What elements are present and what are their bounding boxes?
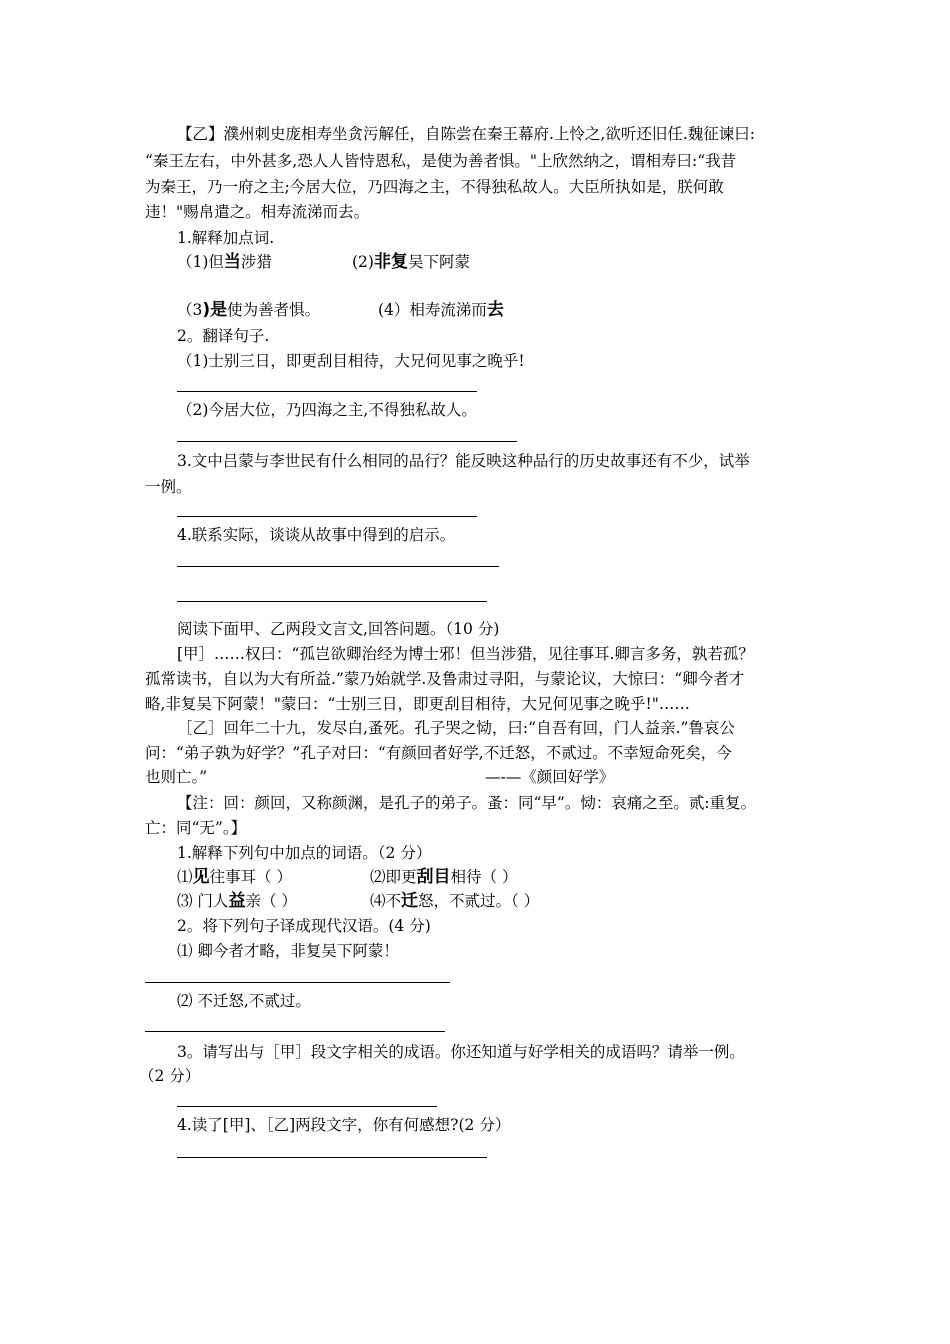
s1-q3-line-2: 一例。 [145, 478, 192, 496]
answer-line[interactable] [177, 1157, 487, 1158]
s1-q3-line-1: 3.文中吕蒙与李世民有什么相同的品行？能反映这种品行的历史故事还有不少，试举 [177, 452, 750, 470]
s2-q2-sentence-2: ⑵ 不迁怒,不贰过。 [177, 992, 311, 1010]
s2-q1-item-2: ⑵即更刮目相待（ ） [370, 867, 518, 887]
s2-q1-prompt: 1.解释下列句中加点的词语。（2 分） [177, 844, 432, 862]
s2-q4-prompt: 4.读了[甲]、［乙]两段文字，你有何感想?(2 分） [177, 1116, 511, 1134]
note-line-1: 【注：回：颜回，又称颜渊，是孔子的弟子。蚤：同“早”。恸：哀痛之至。贰:重复。 [177, 794, 757, 812]
s1-q1-item-2: (2)非复吴下阿蒙 [352, 252, 470, 272]
answer-line[interactable] [177, 566, 499, 567]
yi2-passage-line-3: 也则亡。” [145, 768, 208, 786]
yi-passage-line-3: 为秦王，乃一府之主;今居大位，乃四海之主，不得独私故人。大臣所执如是，朕何敢 [145, 178, 724, 196]
jia-passage-line-2: 孤常读书，自以为大有所益.”蒙乃始就学.及鲁肃过寻阳，与蒙论议，大惊曰：“卿今者才 [145, 670, 745, 688]
s2-q2-prompt: 2。将下列句子译成现代汉语。(4 分) [177, 917, 431, 935]
dotted-word: 当 [223, 252, 241, 272]
s1-q1-prompt: 1.解释加点词. [177, 229, 275, 247]
s1-q2-sentence-2: （2)今居大位，乃四海之主,不得独私故人。 [177, 401, 477, 419]
s1-q1-item-1: （1)但当涉猎 [177, 252, 272, 272]
source-attribution: —-—《颜回好学》 [485, 768, 615, 786]
answer-line[interactable] [177, 441, 517, 442]
yi2-passage-line-1: ［乙］回年二十九，发尽白,蚤死。孔子哭之恸，曰:“自吾有回，门人益亲.”鲁哀公 [177, 719, 735, 737]
s1-q2-sentence-1: （1)士别三日，即更刮目相待，大兄何见事之晚乎! [177, 352, 525, 370]
s2-q1-item-1: ⑴见往事耳（ ） [177, 867, 292, 887]
s2-q3-line-2: （2 分） [139, 1067, 201, 1085]
s2-q1-item-3: ⑶ 门人益亲（ ） [177, 891, 297, 911]
answer-line[interactable] [177, 601, 487, 602]
s1-q1-item-4: (4）相寿流涕而去 [378, 300, 504, 320]
jia-passage-line-1: [甲］……权曰：“孤岂欲卿治经为博士邪！但当涉猎，见往事耳.卿言多务，孰若孤？ [177, 645, 754, 663]
s2-q3-line-1: 3。请写出与［甲］段文字相关的成语。你还知道与好学相关的成语吗？请举一例。 [177, 1043, 745, 1061]
s1-q4-prompt: 4.联系实际，谈谈从故事中得到的启示。 [177, 526, 456, 544]
dotted-word: 见 [192, 867, 210, 887]
s2-q2-sentence-1: ⑴ 卿今者才略，非复吴下阿蒙！ [177, 942, 399, 960]
note-line-2: 亡：同“无”。】 [145, 819, 247, 837]
dotted-word: 非复 [373, 252, 408, 272]
dotted-word: )是 [202, 300, 228, 320]
s1-q2-prompt: 2。翻译句子. [177, 327, 270, 345]
dotted-word: 去 [486, 300, 504, 320]
yi-passage-line-1: 【乙】濮州刺史庞相寿坐贪污解任，自陈尝在秦王幕府.上怜之,欲听还旧任.魏征谏曰: [177, 125, 756, 143]
yi-passage-line-4: 违！"赐帛遣之。相寿流涕而去。 [145, 203, 370, 221]
s1-q1-item-3: （3)是使为善者惧。 [177, 300, 321, 320]
s2-q1-item-4: ⑷不迁怒，不贰过。（ ） [370, 891, 540, 911]
yi2-passage-line-2: 问：“弟子孰为好学？”孔子对曰：“有颜回者好学,不迁怒，不贰过。不幸短命死矣，今 [145, 744, 732, 762]
answer-line[interactable] [145, 982, 450, 983]
s2-intro: 阅读下面甲、乙两段文言文,回答问题。（10 分) [177, 620, 500, 638]
dotted-word: 益 [228, 891, 246, 911]
dotted-word: 迁 [401, 891, 419, 911]
dotted-word: 刮目 [416, 867, 451, 887]
answer-line[interactable] [177, 516, 477, 517]
answer-line[interactable] [145, 1031, 445, 1032]
yi-passage-line-2: “秦王左右，中外甚多,恐人人皆恃恩私，是使为善者惧。"上欣然纳之，谓相寿曰:“我昔 [145, 152, 737, 170]
jia-passage-line-3: 略,非复吴下阿蒙！"蒙曰：“士别三日，即更刮目相待，大兄何见事之晚乎!"…… [145, 695, 690, 713]
answer-line[interactable] [177, 391, 477, 392]
answer-line[interactable] [177, 1106, 437, 1107]
